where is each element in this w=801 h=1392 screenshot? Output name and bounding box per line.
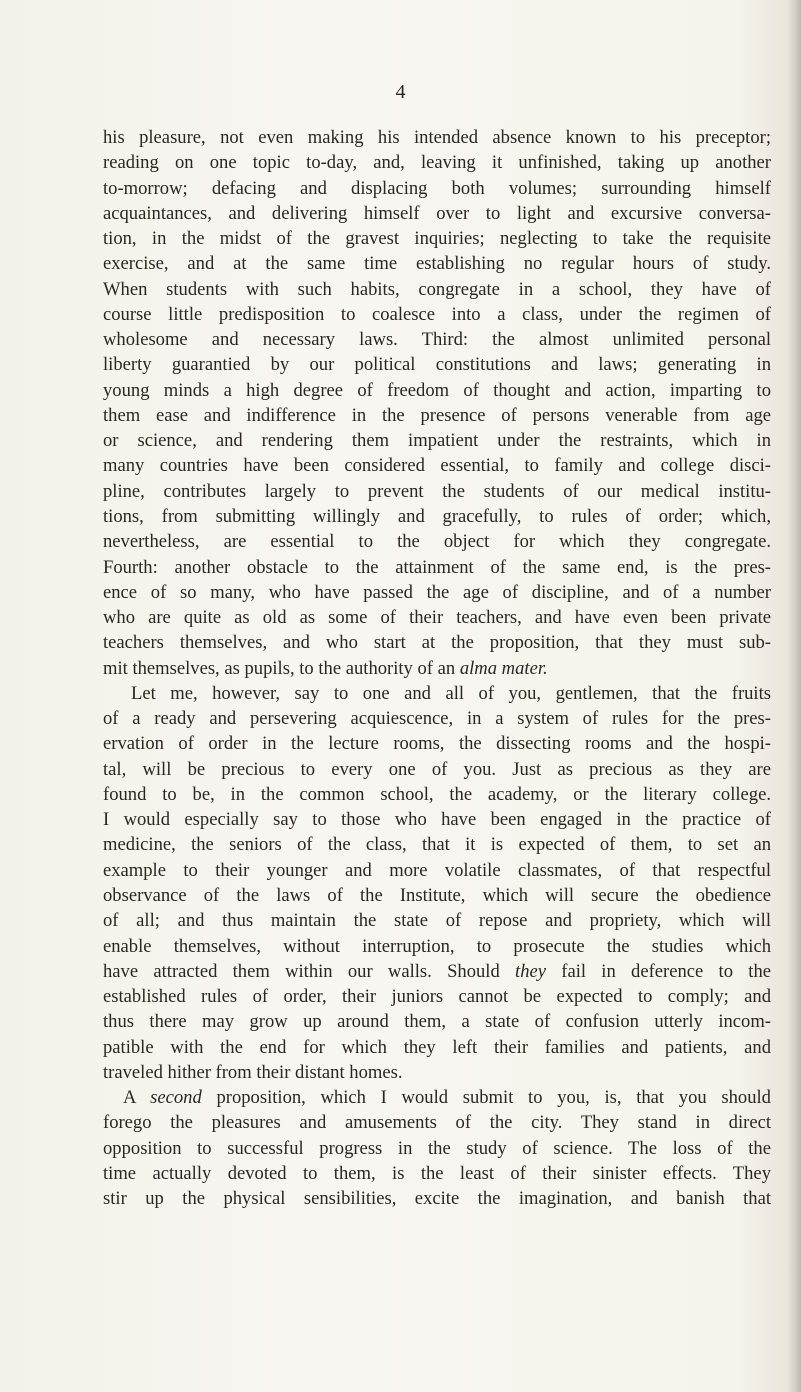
text-line: stir up the physical sensibilities, excite the imagination, and banish that <box>103 1188 771 1210</box>
text-line: exercise, and at the same time establishing no regular hours of study. <box>103 253 771 275</box>
page-edge-shadow <box>787 0 801 1392</box>
text-line: example to their younger and more volatile classmates, of that respectful <box>103 859 771 881</box>
text-line: nevertheless, are essential to the object for which they congregate. <box>103 531 771 553</box>
text-line-paragraph-end <box>103 656 771 681</box>
text-line: of a ready and persevering acquiescence, in a system of rules for the pres- <box>103 708 771 730</box>
text-line: patible with the end for which they left their families and patients, and <box>103 1036 771 1058</box>
text-line: wholesome and necessary laws. Third: the almost unlimited personal <box>103 329 771 351</box>
text-line: course little predisposition to coalesce into a class, under the regimen of <box>103 303 771 325</box>
paragraph-start-line <box>103 1085 771 1110</box>
text-line: young minds a high degree of freedom of thought and action, imparting to <box>103 379 771 401</box>
text-run: A <box>123 1087 151 1109</box>
text-line: liberty guarantied by our political constitutions and laws; generating in <box>103 354 771 376</box>
italic-second: second <box>150 1087 202 1109</box>
text-line: tal, will be precious to every one of you. Just as precious as they are <box>103 758 771 780</box>
text-line: time actually devoted to them, is the least of their sinister effects. They <box>103 1162 771 1184</box>
text-run: fail in deference to the <box>546 960 771 982</box>
text-line: of all; and thus maintain the state of repose and propriety, which will <box>103 910 771 932</box>
text-line: reading on one topic to-day, and, leaving it unfinished, taking up another <box>103 152 771 174</box>
text-line: pline, contributes largely to prevent the students of our medical institu- <box>103 480 771 502</box>
text-line: I would especially say to those who have been engaged in the practice of <box>103 809 771 831</box>
text-run: proposition, which I would submit to you, is, that you should <box>201 1087 771 1109</box>
italic-they: they <box>515 960 546 982</box>
paragraph-start-line: Let me, however, say to one and all of you, gentlemen, that the fruits <box>131 682 771 704</box>
text-line: established rules of order, their juniors cannot be expected to comply; and <box>103 986 771 1008</box>
text-run: mit themselves, as pupils, to the authority of an <box>103 657 460 679</box>
text-line-with-italic <box>103 959 771 984</box>
italic-alma-mater: alma mater. <box>459 657 548 679</box>
text-line: tions, from submitting willingly and gracefully, to rules of order; which, <box>103 505 771 527</box>
text-line: enable themselves, without interruption, to prosecute the studies which <box>103 935 771 957</box>
text-run: have attracted them within our walls. Should <box>103 960 516 982</box>
text-line: forego the pleasures and amusements of the city. They stand in direct <box>103 1112 771 1134</box>
body-text <box>103 125 771 1211</box>
text-line-paragraph-end: traveled hither from their distant homes. <box>103 1061 403 1083</box>
text-line: who are quite as old as some of their teachers, and have even been private <box>103 607 771 629</box>
text-line: Fourth: another obstacle to the attainment of the same end, is the pres- <box>103 556 771 578</box>
page-number: 4 <box>395 81 406 103</box>
text-line: acquaintances, and delivering himself over to light and excursive conversa- <box>103 202 771 224</box>
text-line: ence of so many, who have passed the age of discipline, and of a number <box>103 581 771 603</box>
text-line: many countries have been considered essential, to family and college disci- <box>103 455 771 477</box>
text-line: ervation of order in the lecture rooms, the dissecting rooms and the hospi- <box>103 733 771 755</box>
text-line: or science, and rendering them impatient under the restraints, which in <box>103 430 771 452</box>
text-line: thus there may grow up around them, a state of confusion utterly incom- <box>103 1011 771 1033</box>
text-line: opposition to successful progress in the study of science. The loss of the <box>103 1137 771 1159</box>
text-line: medicine, the seniors of the class, that it is expected of them, to set an <box>103 834 771 856</box>
text-line: tion, in the midst of the gravest inquiries; neglecting to take the requisite <box>103 228 771 250</box>
text-line: them ease and indifference in the presence of persons venerable from age <box>103 404 771 426</box>
text-line: to-morrow; defacing and displacing both volumes; surrounding himself <box>103 177 771 199</box>
text-line: teachers themselves, and who start at the proposition, that they must sub- <box>103 632 771 654</box>
text-line: found to be, in the common school, the academy, or the literary college. <box>103 783 771 805</box>
text-line: observance of the laws of the Institute, which will secure the obedience <box>103 884 771 906</box>
text-line: his pleasure, not even making his intended absence known to his preceptor; <box>103 127 771 148</box>
text-line: When students with such habits, congregate in a school, they have of <box>103 278 771 300</box>
